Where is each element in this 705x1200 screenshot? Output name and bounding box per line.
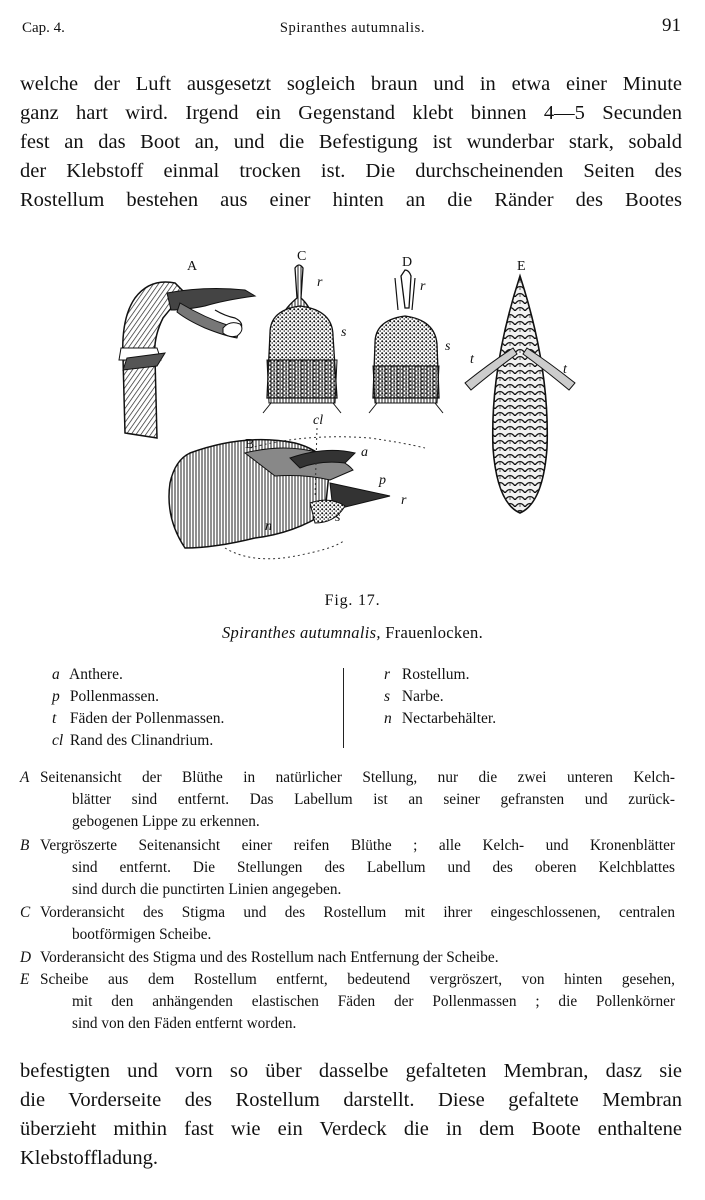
description-c: C Vorderansicht des Stigma und des Rostellum mit ihrer eingeschlossenen, centralen bootförmigen Scheibe.: [20, 904, 675, 943]
legend-divider: [343, 668, 344, 748]
figure-d-drawing: [369, 270, 443, 413]
label-n: n: [265, 519, 272, 534]
running-title: Spiranthes autumnalis.: [279, 20, 426, 36]
label-e: E: [517, 259, 526, 274]
paragraph-bottom: [20, 1057, 682, 1173]
text-line: ganz hart wird. Irgend ein Gegenstand klebt binnen 4—5 Secunden: [20, 102, 682, 124]
description-d: D Vorderansicht des Stigma und des Rostellum nach Entfernung der Scheibe.: [20, 949, 499, 966]
text-line: überzieht mithin fast wie ein Verdeck die in dem Boote enthaltene: [20, 1118, 682, 1140]
illustration-svg: [105, 248, 590, 578]
legend-item: cl Rand des Clinandrium.: [52, 732, 214, 749]
label-d: D: [402, 255, 413, 270]
label-t-left: t: [470, 352, 474, 367]
label-s-c: s: [341, 325, 347, 340]
page-number: 91: [662, 15, 681, 36]
figure-number: Fig. 17.: [324, 592, 381, 609]
label-r-c: r: [317, 275, 323, 290]
description-a: A Seitenansicht der Blüthe in natürlicher Stellung, nur die zwei unteren Kelch- blätter sind entfernt. Das Labellum ist an seiner gefransten und zurück- gebogenen Lippe zu erkennen.: [20, 769, 675, 830]
label-r-b: r: [401, 493, 407, 508]
figure-caption: [0, 623, 705, 643]
caption-common-name: Frauenlocken.: [380, 623, 484, 642]
figure-c-drawing: [263, 265, 341, 413]
figure-a-drawing: [119, 282, 255, 438]
legend-item: t Fäden der Pollenmassen.: [52, 710, 225, 727]
label-cl: cl: [313, 413, 324, 428]
legend-item: a Anthere.: [52, 666, 123, 683]
legend-item: n Nectarbehälter.: [384, 710, 497, 727]
label-r-d: r: [420, 279, 426, 294]
botanical-illustration: [105, 248, 590, 578]
legend-item: r Rostellum.: [384, 666, 470, 683]
text-line: die Vorderseite des Rostellum darstellt. Diese gefaltete Membran: [20, 1089, 682, 1111]
description-e: E Scheibe aus dem Rostellum entfernt, bedeutend vergröszert, von hinten gesehen, mit den anhängenden elastischen Fäden der Pollenmassen ; die Pollenkörner sind von den Fäden entfernt worden.: [20, 971, 675, 1032]
label-s-b: s: [335, 510, 341, 525]
text-line: befestigten und vorn so über dasselbe gefalteten Membran, dasz sie: [20, 1060, 682, 1082]
text-line: Rostellum bestehen aus einer hinten an die Ränder des Bootes: [20, 189, 682, 211]
label-c: C: [297, 249, 307, 264]
label-t-right: t: [563, 362, 567, 377]
legend-item: s Narbe.: [384, 688, 444, 705]
label-s-d: s: [445, 339, 451, 354]
label-b: B: [245, 437, 255, 452]
text-line: welche der Luft ausgesetzt sogleich braun und in etwa einer Minute: [20, 73, 682, 95]
text-line: der Klebstoff einmal trocken ist. Die durchscheinenden Seiten des: [20, 160, 682, 182]
caption-species: Spiranthes autumnalis,: [221, 623, 381, 642]
chapter-label: Cap. 4.: [22, 20, 65, 36]
label-a-upper: A: [187, 259, 198, 274]
legend-item: p Pollenmassen.: [52, 688, 159, 705]
description-b: B Vergröszerte Seitenansicht einer reifen Blüthe ; alle Kelch- und Kronenblätter sind entfernt. Die Stellungen des Labellum und des oberen Kelchblattes sind durch die punctirten Linien angegeben.: [20, 837, 675, 898]
text-line: Klebstoffladung.: [20, 1147, 158, 1169]
legend-left-column: [52, 664, 224, 752]
label-p: p: [379, 473, 386, 488]
legend-right-column: [384, 664, 496, 730]
paragraph-top: [20, 70, 682, 215]
figure-b-drawing: [169, 428, 425, 559]
text-line: fest an das Boot an, und die Befestigung ist wunderbar stark, sobald: [20, 131, 682, 153]
label-a-lower: a: [361, 445, 368, 460]
figure-e-drawing: [465, 276, 575, 513]
